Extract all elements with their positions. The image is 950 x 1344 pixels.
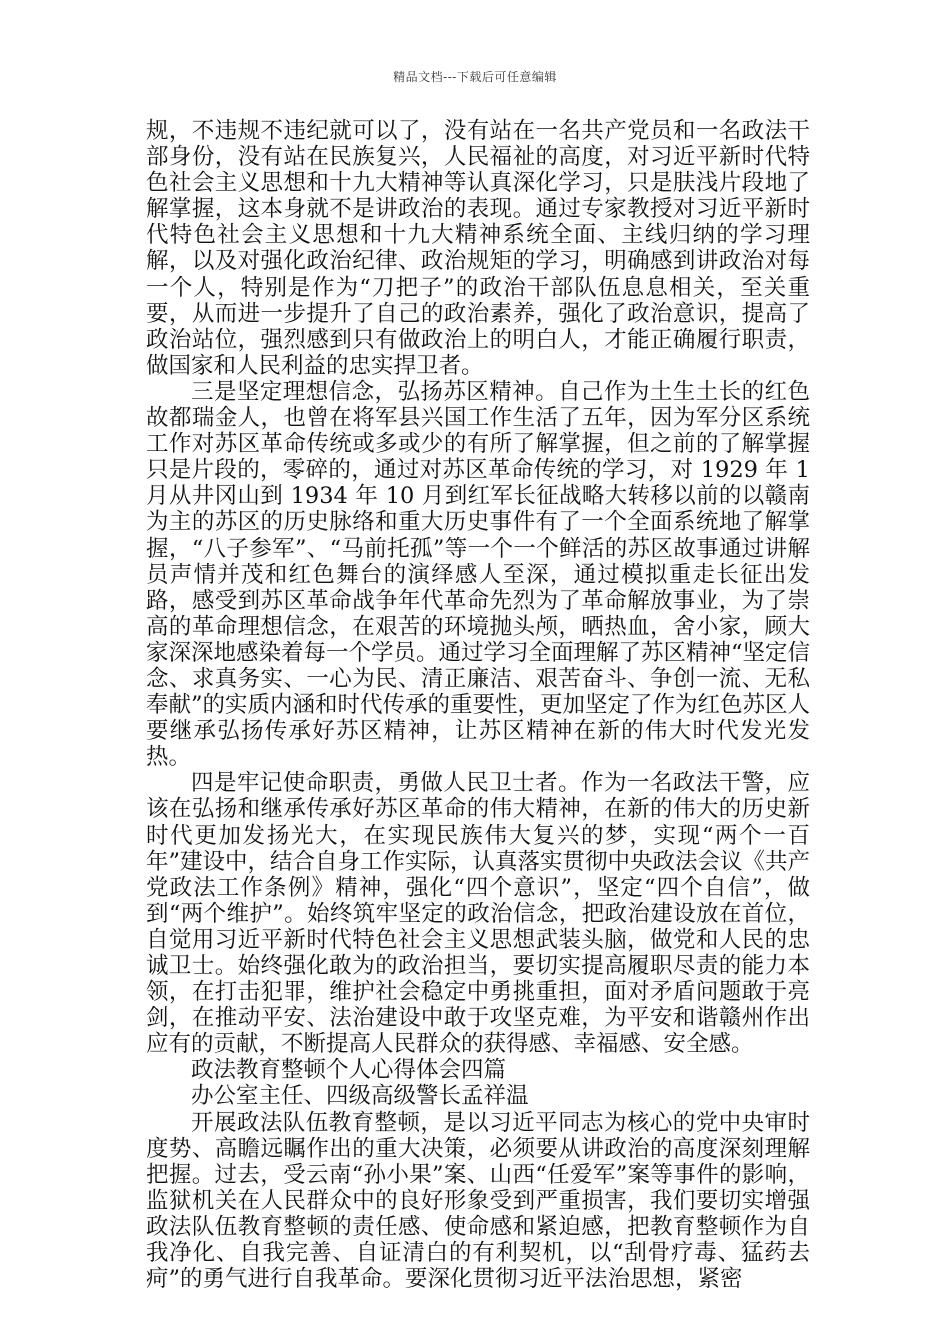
section-title: 政法教育整顿个人心得体会四篇 bbox=[191, 1057, 507, 1084]
paragraph-education-rectification: 开展政法队伍教育整顿，是以习近平同志为核心的党中央审时度势、高瞻远瞩作出的重大决策，必须要从讲政治的高度深刻理解把握。过去，受云南“孙小果”案、山西“任爱军”案等事件的影响，监狱机关在人民群众中的良好形象受到严重损害，我们要切实增强政法队伍教育整顿的责任感、使命感和紧迫感，把教育整顿作为自我净化、自我完善、自证清白的有利契机，以“刮骨疗毒、猛药去疴”的勇气进行自我革命。要深化贯彻习近平法治思想，紧密 bbox=[146, 1109, 810, 1293]
paragraph-ideals-suqu-spirit: 三是坚定理想信念，弘扬苏区精神。自己作为土生土长的红色故都瑞金人，也曾在将军县兴国工作生活了五年，因为军分区系统工作对苏区革命传统或多或少的有所了解掌握，但之前的了解掌握只是片段的，零碎的，通过对苏区革命传统的学习，对 1929 年 1 月从井冈山到 1934 年 10 月到红军长征战略大转移以前的以赣南为主的苏区的历史脉络和重大历史事件有了一个全面系统地了解掌握，“八子参军”、“马前托孤”等一个一个鲜活的苏区故事通过讲解员声情并茂和红色舞台的演绎感人至深，通过模拟重走长征出发路，感受到苏区革命战争年代革命先烈为了革命解放事业，为了崇高的革命理想信念，在艰苦的环境抛头颅，晒热血，舍小家，顾大家深深地感染着每一个学员。通过学习全面理解了苏区精神“坚定信念、求真务实、一心为民、清正廉洁、艰苦奋斗、争创一流、无私奉献”的实质内涵和时代传承的重要性，更加坚定了作为红色苏区人要继承弘扬传承好苏区精神，让苏区精神在新的伟大时代发光发热。 bbox=[146, 378, 811, 771]
paragraph-political-awareness: 规，不违规不违纪就可以了，没有站在一名共产党员和一名政法干部身份，没有站在民族复兴，人民福祉的高度，对习近平新时代特色社会主义思想和十九大精神等认真深化学习，只是肤浅片段地了解掌握，这本身就不是讲政治的表现。通过专家教授对习近平新时代特色社会主义思想和十九大精神系统全面、主线归纳的学习理解，以及对强化政治纪律、政治规矩的学习，明确感到讲政治对每一个人，特别是作为“刀把子”的政治干部队伍息息相关，至关重要，从而进一步提升了自己的政治素养，强化了政治意识，提高了政治站位，强烈感到只有做政治上的明白人，才能正确履行职责，做国家和人民利益的忠实捍卫者。 bbox=[146, 118, 810, 379]
page-header: 精品文档---下载后可任意编辑 bbox=[393, 70, 557, 84]
document-body bbox=[146, 118, 810, 1292]
author-line: 办公室主任、四级高级警长孟祥温 bbox=[191, 1083, 529, 1110]
paragraph-mission-duty: 四是牢记使命职责，勇做人民卫士者。作为一名政法干警，应该在弘扬和继承传承好苏区革命的伟大精神，在新的伟大的历史新时代更加发扬光大，在实现民族伟大复兴的梦，实现“两个一百年”建设中，结合自身工作实际，认真落实贯彻中央政法会议《共产党政法工作条例》精神，强化“四个意识”，坚定“四个自信”，做到“两个维护”。始终筑牢坚定的政治信念，把政治建设放在首位，自觉用习近平新时代特色社会主义思想武装头脑，做党和人民的忠诚卫士。始终强化敢为的政治担当，要切实提高履职尽责的能力本领，在打击犯罪，维护社会稳定中勇挑重担，面对矛盾问题敢于亮剑，在推动平安、法治建设中敢于攻坚克难，为平安和谐赣州作出应有的贡献，不断提高人民群众的获得感、幸福感、安全感。 bbox=[146, 770, 811, 1058]
